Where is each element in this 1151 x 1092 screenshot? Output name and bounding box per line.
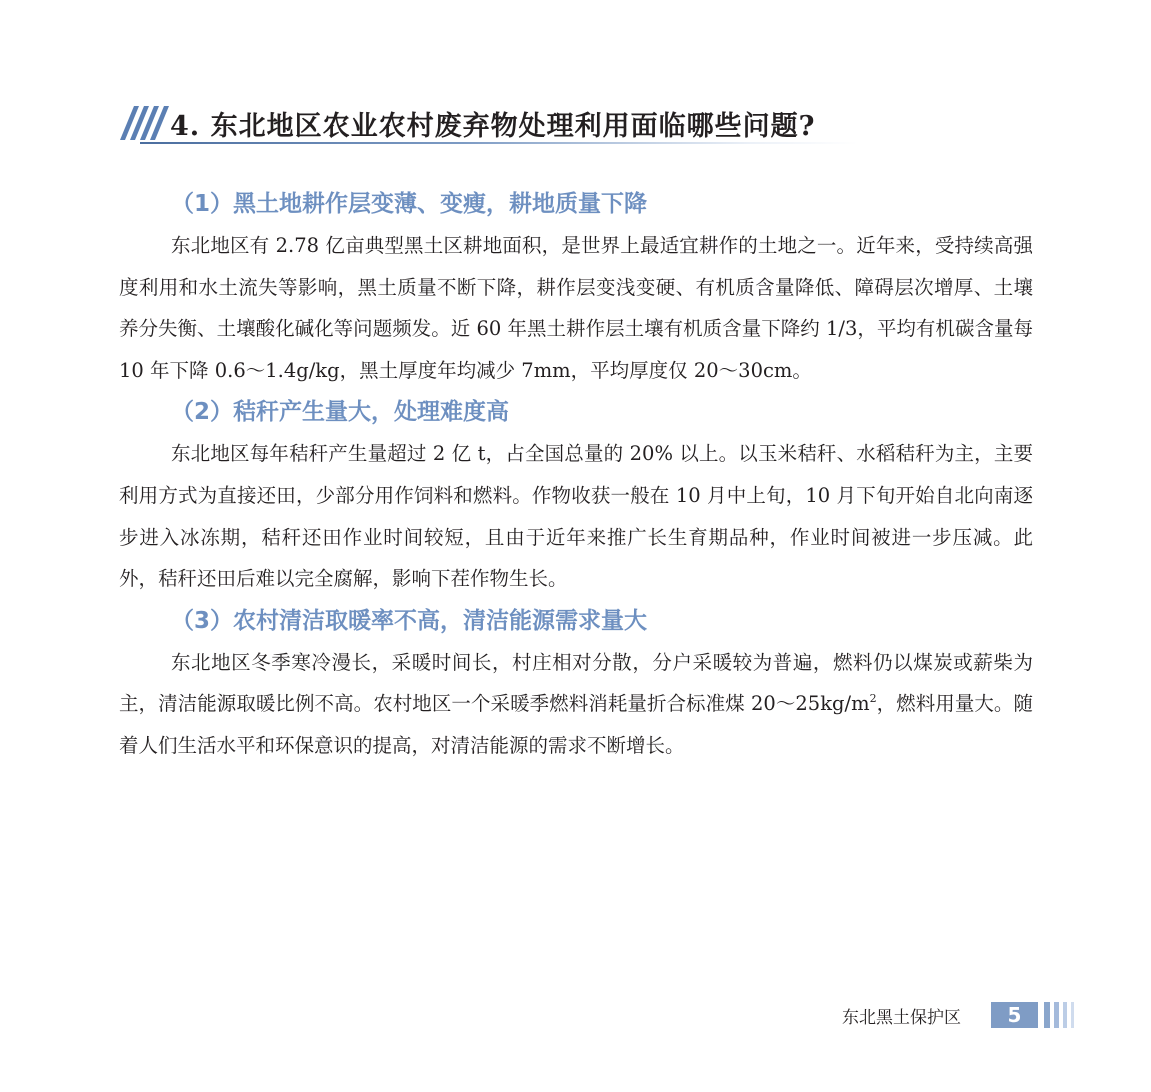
section-heading-1: （1）黑土地耕作层变薄、变瘦，耕地质量下降 bbox=[171, 191, 648, 217]
section-heading-2: （2）秸秆产生量大，处理难度高 bbox=[171, 399, 510, 426]
footer-bars-decoration bbox=[1042, 1002, 1082, 1028]
section-paragraph-3 bbox=[119, 642, 1033, 767]
section-heading-3: （3）农村清洁取暖率不高，清洁能源需求量大 bbox=[171, 607, 648, 634]
page-title: 4. 东北地区农业农村废弃物处理利用面临哪些问题? bbox=[170, 111, 816, 142]
section-paragraph-2: 东北地区每年秸秆产生量超过 2 亿 t，占全国总量的 20% 以上。以玉米秸秆、水稻秸秆为主，主要利用方式为直接还田，少部分用作饲料和燃料。作物收获一般在 10 月中上旬，10 月下旬开始自北向南逐步进入冰冻期，秸秆还田作业时间较短，且由于近年来推广长生育期品种，作业时间被进一步压减。此外，秸秆还田后难以完全腐解，影响下茬作物生长。 bbox=[119, 442, 1033, 591]
page-number: 5 bbox=[991, 1002, 1038, 1028]
title-stripes-decoration bbox=[118, 102, 178, 142]
paragraph-3-part2: ，燃料用量大。随着人们生活水平和环保意识的提高，对清洁能源的需求不断增长。 bbox=[119, 692, 1033, 757]
title-underline bbox=[140, 142, 858, 144]
section-paragraph-1: 东北地区有 2.78 亿亩典型黑土区耕地面积，是世界上最适宜耕作的土地之一。近年来，受持续高强度利用和水土流失等影响，黑土质量不断下降，耕作层变浅变硬、有机质含量降低、障碍层次增厚、土壤养分失衡、土壤酸化碱化等问题频发。近 60 年黑土耕作层土壤有机质含量下降约 1/3，平均有机碳含量每 10 年下降 0.6～1.4g/kg，黑土厚度年均减少 7mm，平均厚度仅 20～30cm。 bbox=[119, 234, 1033, 382]
unit-superscript: 2 bbox=[869, 692, 877, 706]
paragraph-3-part1: 东北地区冬季寒冷漫长，采暖时间长，村庄相对分散，分户采暖较为普遍，燃料仍以煤炭或薪柴为主，清洁能源取暖比例不高。农村地区一个采暖季燃料消耗量折合标准煤 20～25kg/m bbox=[119, 650, 1033, 716]
chapter-title-bar bbox=[118, 102, 858, 146]
article-body bbox=[119, 183, 1033, 767]
page-footer bbox=[842, 1000, 1082, 1030]
footer-book-title: 东北黑土保护区 bbox=[842, 1008, 961, 1028]
